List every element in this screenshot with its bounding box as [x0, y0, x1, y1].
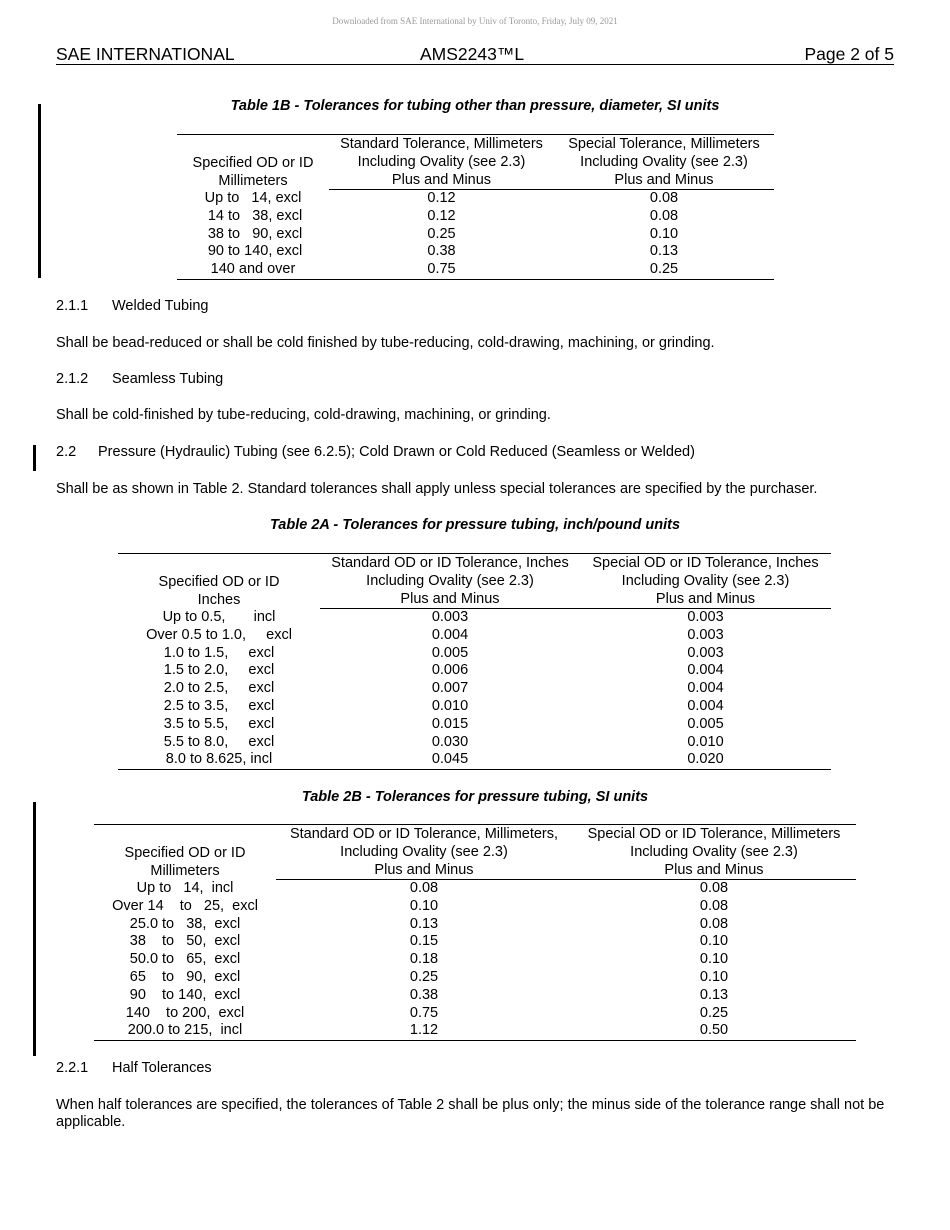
- table-1b-col3-header: Special Tolerance, Millimeters: [554, 135, 774, 154]
- table-row: Up to 14, excl 0.12 0.08: [204, 189, 679, 206]
- table-2a-col1-header: Specified OD or ID Inches: [118, 554, 320, 609]
- table-2b-caption: Table 2B - Tolerances for pressure tubing, SI units: [301, 789, 649, 805]
- table-row: Over 0.5 to 1.0, excl 0.004 0.003: [146, 626, 724, 643]
- table-1b-col1-header: Specified OD or ID Millimeters: [177, 135, 329, 190]
- table-1b: Specified OD or ID Millimeters Standard Tolerance, Millimeters Special Tolerance, Millimeters Including Ovality (see 2.3) Including Ovality (see 2.3) Plus and Minus Plus and Minus Up to 14, excl 0.12 0.08 14 to 38, excl 0.12 0.08 38 to 90, excl 0.25 0.10 90 to 140, excl 0.38 0.13 140 and over 0.75 0.25: [177, 134, 774, 280]
- section-2-1-2-body: Shall be cold-finished by tube-reducing, cold-drawing, machining, or grinding.: [56, 407, 551, 423]
- table-row: 25.0 to 38, excl 0.13 0.08: [129, 915, 729, 932]
- section-2-2-1-heading: 2.2.1 Half Tolerances: [56, 1060, 212, 1076]
- section-2-1-1-heading: 2.1.1 Welded Tubing: [56, 298, 209, 314]
- table-row: 140 and over 0.75 0.25: [177, 261, 774, 279]
- table-row: 38 to 50, excl 0.15 0.10: [129, 933, 729, 950]
- table-2b-col3-header: Special OD or ID Tolerance, Millimeters: [572, 825, 856, 844]
- table-2a-caption: Table 2A - Tolerances for pressure tubing, inch/pound units: [269, 517, 681, 533]
- header-org: SAE INTERNATIONAL: [56, 44, 235, 64]
- table-row: 8.0 to 8.625, incl 0.045 0.020: [118, 751, 831, 769]
- table-row: 2.0 to 2.5, excl 0.007 0.004: [163, 680, 724, 697]
- header-doc-number: AMS2243™L: [420, 44, 525, 64]
- table-row: 65 to 90, excl 0.25 0.10: [129, 968, 729, 985]
- table-row: 1.5 to 2.0, excl 0.006 0.004: [163, 662, 724, 679]
- table-2b: Specified OD or ID Millimeters Standard OD or ID Tolerance, Millimeters, Special OD or ID Tolerance, Millimeters Including Ovality (see 2.3) Including Ovality (see 2.3) Plus and Minus Plus and Minus Up to 14, incl 0.08 0.08 Over 14 to 25, excl 0.10 0.08 25.0 to 38, excl 0.13 0.08 38 to 50, excl 0.15 0.10 50.0 to 65, excl 0.18 0.10 65 to 90, excl 0.25 0.10 90 to 140, excl 0.38 0.13 140 to 200, excl 0.75 0.25 200.0 to 215, incl 1.12 0.50: [94, 824, 856, 1041]
- table-row: 200.0 to 215, incl 1.12 0.50: [94, 1022, 856, 1040]
- page-header: [56, 44, 894, 65]
- section-2-1-1-body: Shall be bead-reduced or shall be cold finished by tube-reducing, cold-drawing, machining, or grinding.: [56, 335, 715, 351]
- section-2-2-heading: 2.2 Pressure (Hydraulic) Tubing (see 6.2.5); Cold Drawn or Cold Reduced (Seamless or Welded): [56, 444, 695, 460]
- table-2a: Specified OD or ID Inches Standard OD or ID Tolerance, Inches Special OD or ID Tolerance, Inches Including Ovality (see 2.3) Including Ovality (see 2.3) Plus and Minus Plus and Minus Up to 0.5, incl 0.003 0.003 Over 0.5 to 1.0, excl 0.004 0.003 1.0 to 1.5, excl 0.005 0.003 1.5 to 2.0, excl 0.006 0.004 2.0 to 2.5, excl 0.007 0.004 2.5 to 3.5, excl 0.010 0.004 3.5 to 5.5, excl 0.015 0.005 5.5 to 8.0, excl 0.030 0.010 8.0 to 8.625, incl 0.045 0.020: [118, 553, 831, 770]
- table-row: Up to 14, incl 0.08 0.08: [136, 879, 729, 896]
- change-bar: [33, 445, 36, 471]
- section-2-2-body: Shall be as shown in Table 2. Standard tolerances shall apply unless special tolerances are specified by the purchaser.: [56, 481, 818, 497]
- header-page-number: Page 2 of 5: [804, 44, 894, 64]
- table-2a-col3-header: Special OD or ID Tolerance, Inches: [580, 554, 831, 573]
- table-row: 50.0 to 65, excl 0.18 0.10: [129, 951, 729, 968]
- table-row: 2.5 to 3.5, excl 0.010 0.004: [163, 697, 724, 714]
- table-row: 140 to 200, excl 0.75 0.25: [125, 1004, 729, 1021]
- table-row: 90 to 140, excl 0.38 0.13: [203, 243, 679, 260]
- table-row: 1.0 to 1.5, excl 0.005 0.003: [163, 644, 724, 661]
- download-watermark: Downloaded from SAE International by Univ of Toronto, Friday, July 09, 2021: [332, 16, 618, 26]
- table-row: Up to 0.5, incl 0.003 0.003: [162, 608, 724, 625]
- section-2-1-2-heading: 2.1.2 Seamless Tubing: [56, 371, 224, 387]
- table-2b-col1-header: Specified OD or ID Millimeters: [94, 825, 276, 880]
- table-2a-col2-header: Standard OD or ID Tolerance, Inches: [320, 554, 580, 573]
- change-bar: [33, 802, 36, 1056]
- table-row: 5.5 to 8.0, excl 0.030 0.010: [163, 733, 724, 750]
- table-row: 14 to 38, excl 0.12 0.08: [203, 207, 679, 224]
- change-bar: [38, 104, 41, 278]
- table-1b-caption: Table 1B - Tolerances for tubing other than pressure, diameter, SI units: [230, 98, 720, 114]
- table-1b-col2-header: Standard Tolerance, Millimeters: [329, 135, 554, 154]
- table-row: Over 14 to 25, excl 0.10 0.08: [112, 897, 729, 914]
- table-2b-col2-header: Standard OD or ID Tolerance, Millimeters,: [276, 825, 572, 844]
- table-row: 3.5 to 5.5, excl 0.015 0.005: [163, 715, 724, 732]
- section-2-2-1-body: When half tolerances are specified, the tolerances of Table 2 shall be plus only; the minus side of the tolerance range shall not be applicable.: [56, 1097, 885, 1130]
- table-row: 38 to 90, excl 0.25 0.10: [203, 225, 679, 242]
- table-row: 90 to 140, excl 0.38 0.13: [129, 986, 729, 1003]
